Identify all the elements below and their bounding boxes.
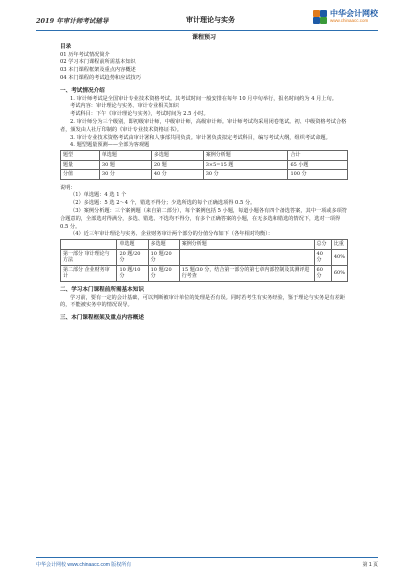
table-cell: 10 题/20 分 — [148, 265, 179, 281]
table-row — [61, 151, 348, 161]
page-number: 第 1 页 — [362, 562, 378, 568]
paragraph: 1. 审计师考试是全国审计专业技术资格考试。其考试时间一般安排在每年 10 月中旬举行，报名时间约为 4 月上旬。 — [70, 95, 337, 102]
paragraph: 4. 题型题量预测——全部为客观题 — [70, 142, 150, 149]
table-cell: 比重 — [331, 240, 347, 250]
paragraph: 学习前，要有一定的会计基础，可以判断被审计单位的处理是否有误。同时若考生有实务经验，鉴于理论与实务是有差距的，不能被实务中的情况误导。 — [60, 294, 345, 309]
table-cell: 40 分 — [314, 249, 331, 265]
paragraph: 考试科目：下午《审计理论与实务》，考试时间为 2.5 小时。 — [70, 111, 209, 118]
page-header — [36, 8, 378, 31]
logo-url: www.chinaacc.com — [330, 18, 369, 23]
toc-item: 02 学习本门课程前所需基本知识 — [60, 59, 136, 66]
paragraph: （1）单选题：4 选 1 个 — [70, 192, 127, 199]
table-row — [61, 240, 348, 250]
table-cell: 40 分 — [151, 170, 203, 180]
table-cell: 案例分析题 — [179, 240, 314, 250]
page-footer — [36, 557, 378, 570]
header-logo — [313, 9, 378, 24]
table-cell: 合计 — [288, 151, 348, 161]
toc-item: 03 本门课程框架及重点内容概述 — [60, 67, 136, 74]
table-cell: 总分 — [314, 240, 331, 250]
table-cell — [179, 249, 314, 265]
table-cell: 60% — [331, 265, 347, 281]
table-row — [61, 160, 348, 170]
table-cell: 案例分析题 — [203, 151, 288, 161]
table-row — [61, 170, 348, 180]
table-row — [61, 249, 348, 265]
table-cell: 20 题 — [151, 160, 203, 170]
score-distribution-table — [60, 239, 348, 282]
notes-heading: 说明： — [60, 184, 76, 191]
table-cell: 题型 — [61, 151, 100, 161]
table-cell: 单选题 — [99, 151, 151, 161]
section-heading: 二、学习本门课程前所需基本知识 — [60, 286, 144, 293]
footer-logo: 中华会计网校 www.chinaacc.com 版权所有 — [36, 562, 132, 568]
header-left-text: 2019 年审计师考试辅导 — [36, 17, 109, 25]
logo-name: 中华会计网校 — [330, 9, 378, 18]
table-cell: 多选题 — [151, 151, 203, 161]
table-cell: 第一部分 审计理论与方法 — [61, 249, 117, 265]
header-subject-title: 审计理论与实务 — [186, 15, 235, 24]
toc-item: 04 本门课程的考试趋势和应试技巧 — [60, 74, 141, 81]
question-type-table — [60, 150, 348, 180]
table-cell: 分值 — [61, 170, 100, 180]
toc-heading: 目录 — [60, 43, 72, 50]
paragraph: 2. 审计师分为三个级别，即初级审计师，中级审计师，高级审计师。审计师考试均采用闭卷笔试。初、中级资格考试合格者，颁发由人社厅印制的《审计专业技术资格证书》。 — [60, 118, 347, 133]
toc-item: 01 历年考试情况简介 — [60, 51, 110, 58]
table-cell: 15 题/30 分，结合第一部分的第七章内部控制及其测评进行考查 — [179, 265, 314, 281]
paragraph: 考试内容：审计理论与实务、审计专业相关知识 — [70, 103, 179, 110]
table-cell: 10 题/20 分 — [148, 249, 179, 265]
table-cell: 65 小题 — [288, 160, 348, 170]
table-cell: 40% — [331, 249, 347, 265]
table-cell: 60 分 — [314, 265, 331, 281]
table-cell: 30 分 — [99, 170, 151, 180]
table-cell: 100 分 — [288, 170, 348, 180]
table-cell: 题量 — [61, 160, 100, 170]
section-heading: 三、本门课程框架及重点内容概述 — [60, 315, 144, 322]
section-heading: 一、考试情况介绍 — [60, 87, 105, 94]
paragraph: （3）案例分析题：三个案例题（来自第二部分），每个案例包括 5 小题，每道小题各有四个备选答案，其中一项或多项符合题意的，全部选对得满分，多选、错选、不选均不得分，有多个正确答案的小题，在无多选和错选的情况下，选对一项得 0.5 分。 — [60, 208, 348, 230]
table-row — [61, 265, 348, 281]
table-cell: 多选题 — [148, 240, 179, 250]
table-cell: 3×5=15 题 — [203, 160, 288, 170]
paragraph: （2）多选题：5 选 2～4 个，错选不得分；少选所选的每个正确选项得 0.5 分。 — [70, 200, 256, 207]
document-body — [60, 34, 348, 323]
paragraph: （4）近三年审计理论与实务、企业财务审计两个部分的分值分布如下（各年相对均衡）： — [70, 231, 274, 238]
table-cell: 20 题/20 分 — [117, 249, 148, 265]
paragraph: 3. 审计专业技术资格考试由审计署和人事部共同负责。审计署负责拟定考试科目，编写考试大纲，组织考试命题。 — [70, 134, 331, 141]
table-cell — [61, 240, 117, 250]
table-cell: 30 分 — [203, 170, 288, 180]
table-cell: 10 题/10 分 — [117, 265, 148, 281]
logo-mark-icon — [313, 10, 327, 24]
table-cell: 单选题 — [117, 240, 148, 250]
table-cell: 30 题 — [99, 160, 151, 170]
table-cell: 第二部分 企业财务审计 — [61, 265, 117, 281]
page-title: 课程预习 — [191, 34, 216, 41]
